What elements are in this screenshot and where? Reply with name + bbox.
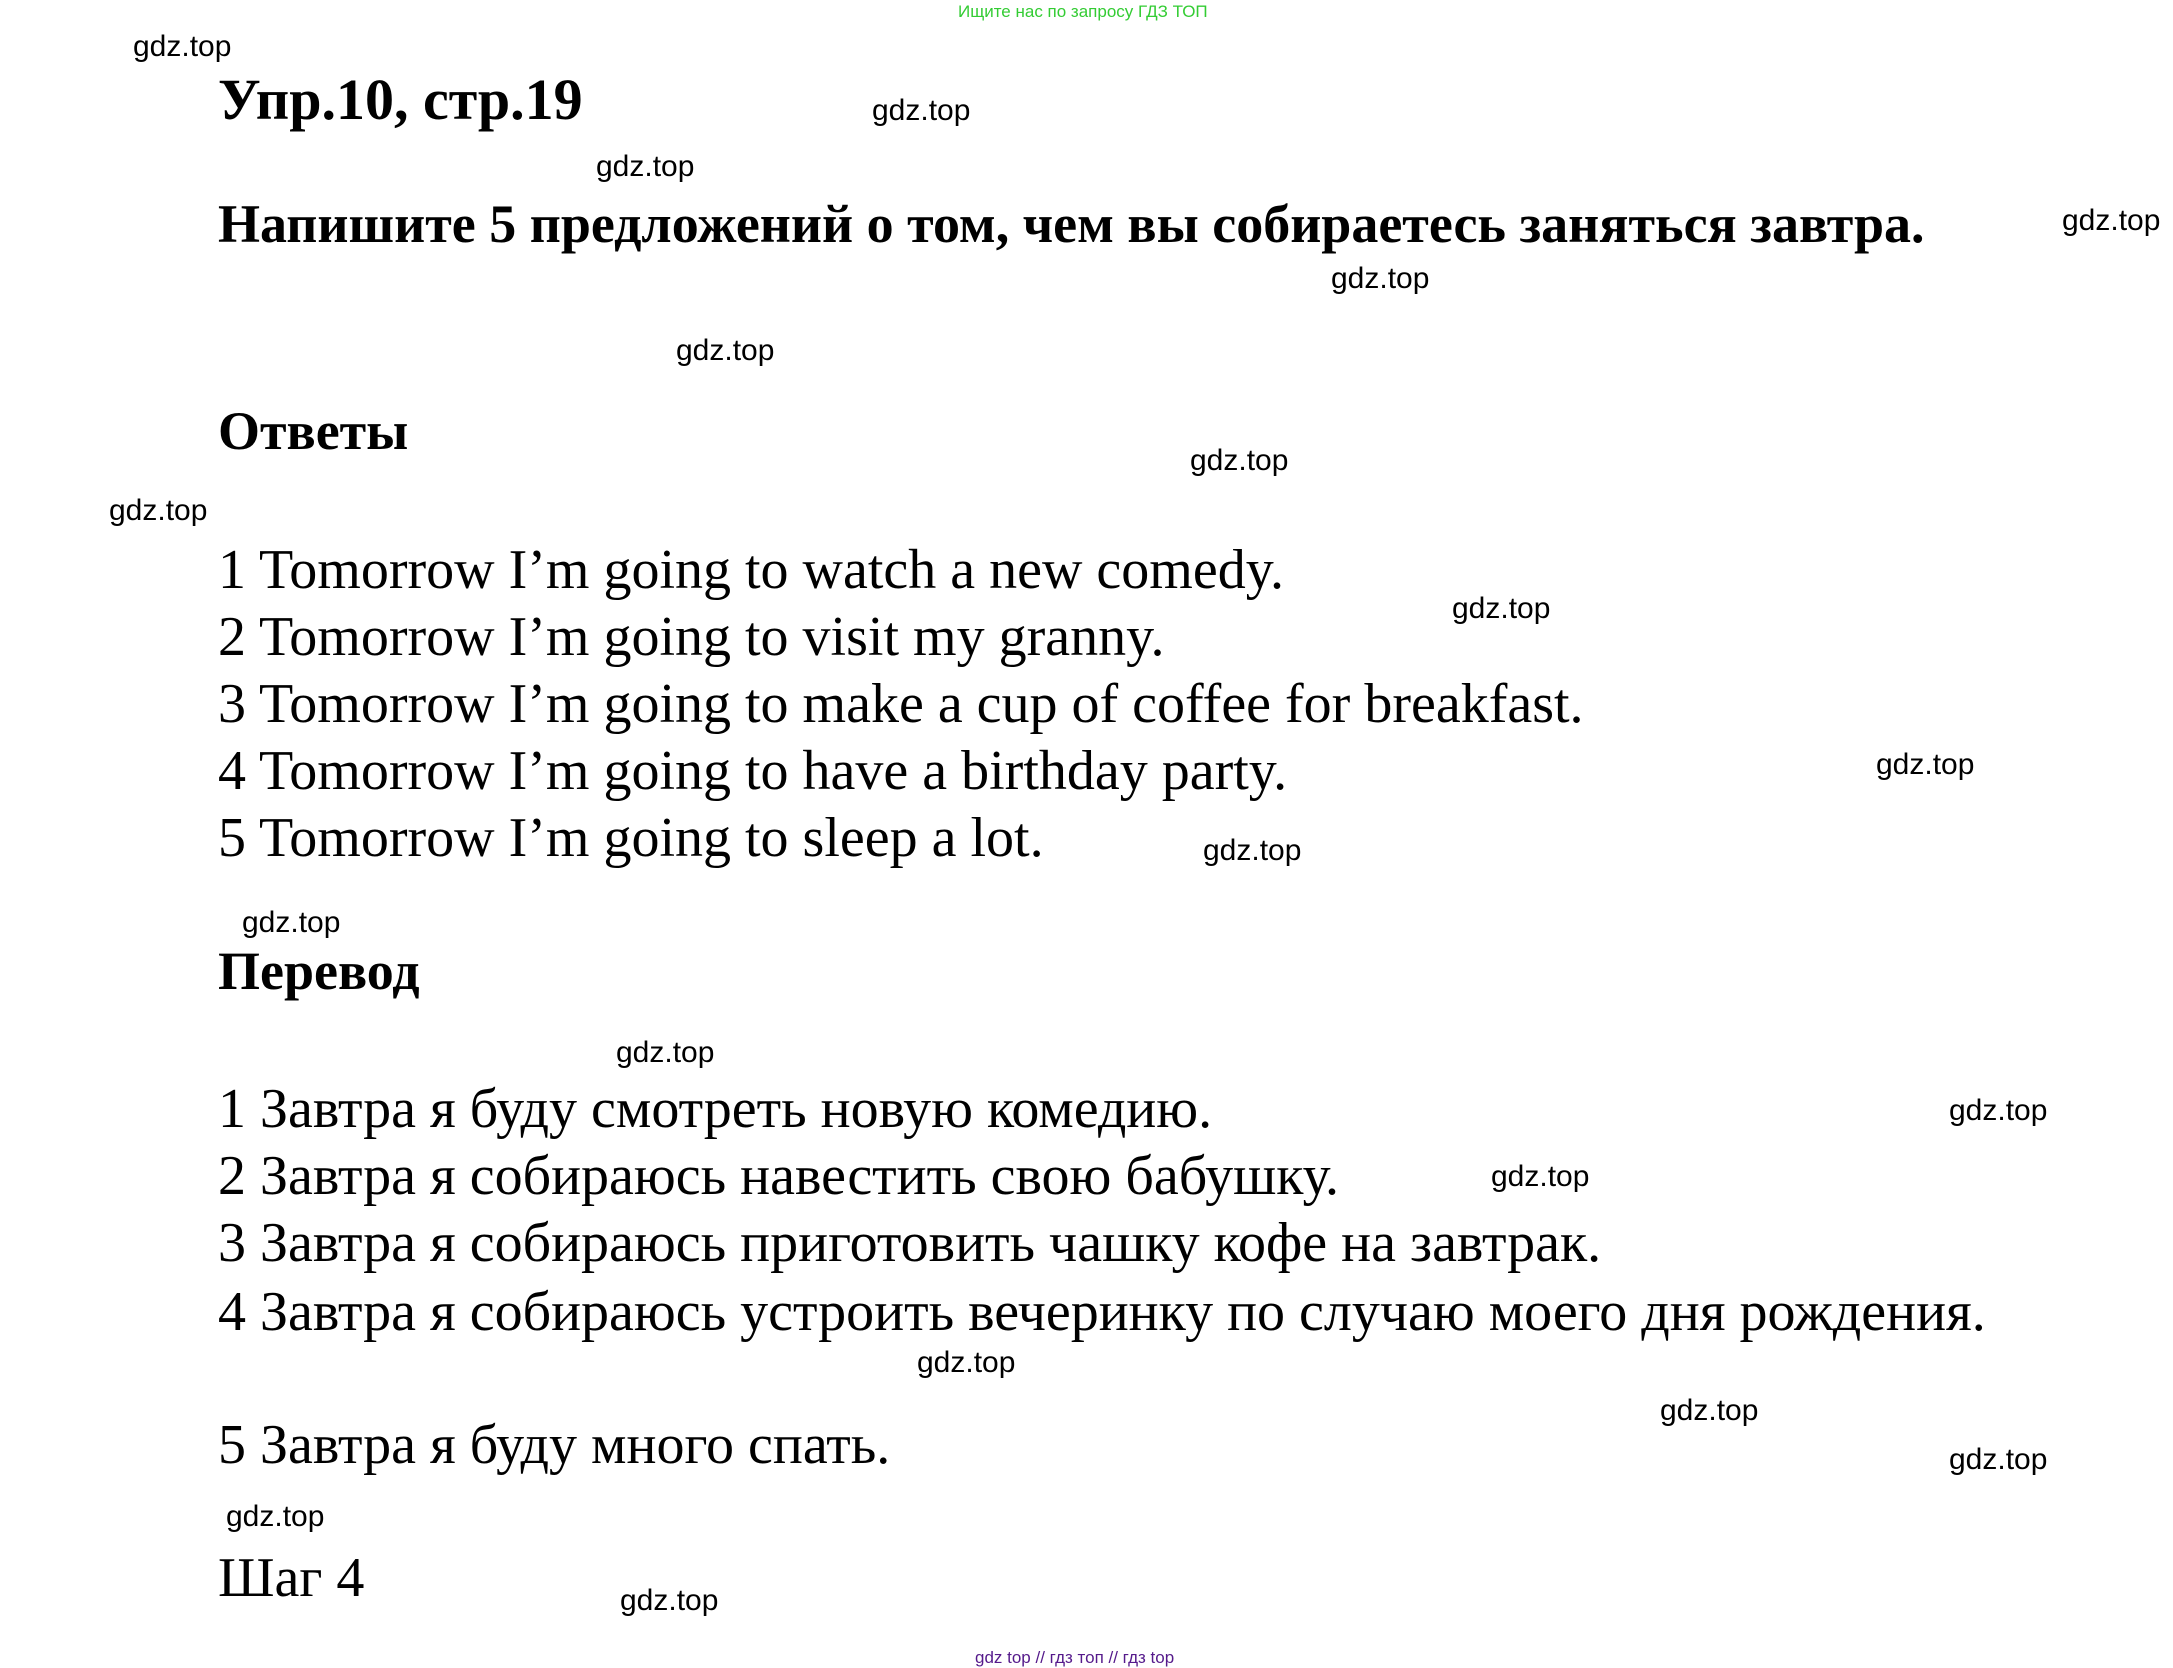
watermark: gdz.top — [133, 30, 232, 63]
watermark: gdz.top — [2062, 204, 2161, 237]
answer-line: 2 Tomorrow I’m going to visit my granny. — [218, 606, 1165, 668]
watermark: gdz.top — [620, 1584, 719, 1617]
footer-links[interactable]: gdz top // гдз топ // гдз top — [975, 1648, 1175, 1667]
translation-line: 3 Завтра я собираюсь приготовить чашку кофе на завтрак. — [218, 1212, 1602, 1274]
watermark: gdz.top — [242, 906, 341, 939]
translation-heading: Перевод — [218, 941, 420, 1001]
task-text: Напишите 5 предложений о том, чем вы собираетесь заняться завтра. — [218, 194, 1925, 254]
watermark: gdz.top — [616, 1036, 715, 1069]
watermark: gdz.top — [1876, 748, 1975, 781]
translation-line: 4 Завтра я собираюсь устроить вечеринку по случаю моего дня рождения. — [218, 1281, 1986, 1343]
watermark: gdz.top — [1452, 592, 1551, 625]
translation-line: 5 Завтра я буду много спать. — [218, 1414, 891, 1476]
answer-line: 5 Tomorrow I’m going to sleep a lot. — [218, 807, 1044, 869]
watermark: gdz.top — [676, 334, 775, 367]
watermark: gdz.top — [109, 494, 208, 527]
watermark: gdz.top — [1949, 1094, 2048, 1127]
answer-line: 4 Tomorrow I’m going to have a birthday party. — [218, 740, 1288, 802]
watermark: gdz.top — [1491, 1160, 1590, 1193]
top-banner[interactable]: Ищите нас по запросу ГДЗ ТОП — [958, 2, 1208, 21]
translation-line: 1 Завтра я буду смотреть новую комедию. — [218, 1078, 1213, 1140]
watermark: gdz.top — [872, 94, 971, 127]
watermark: gdz.top — [1190, 444, 1289, 477]
answer-line: 1 Tomorrow I’m going to watch a new comedy. — [218, 539, 1285, 601]
watermark: gdz.top — [1660, 1394, 1759, 1427]
translation-line: 2 Завтра я собираюсь навестить свою бабушку. — [218, 1145, 1340, 1207]
step-label: Шаг 4 — [218, 1547, 365, 1609]
watermark: gdz.top — [917, 1346, 1016, 1379]
answers-heading: Ответы — [218, 401, 409, 461]
watermark: gdz.top — [1949, 1443, 2048, 1476]
page-title: Упр.10, стр.19 — [218, 67, 583, 132]
watermark: gdz.top — [1203, 834, 1302, 867]
watermark: gdz.top — [226, 1500, 325, 1533]
watermark: gdz.top — [1331, 262, 1430, 295]
watermark: gdz.top — [596, 150, 695, 183]
answer-line: 3 Tomorrow I’m going to make a cup of coffee for breakfast. — [218, 673, 1584, 735]
